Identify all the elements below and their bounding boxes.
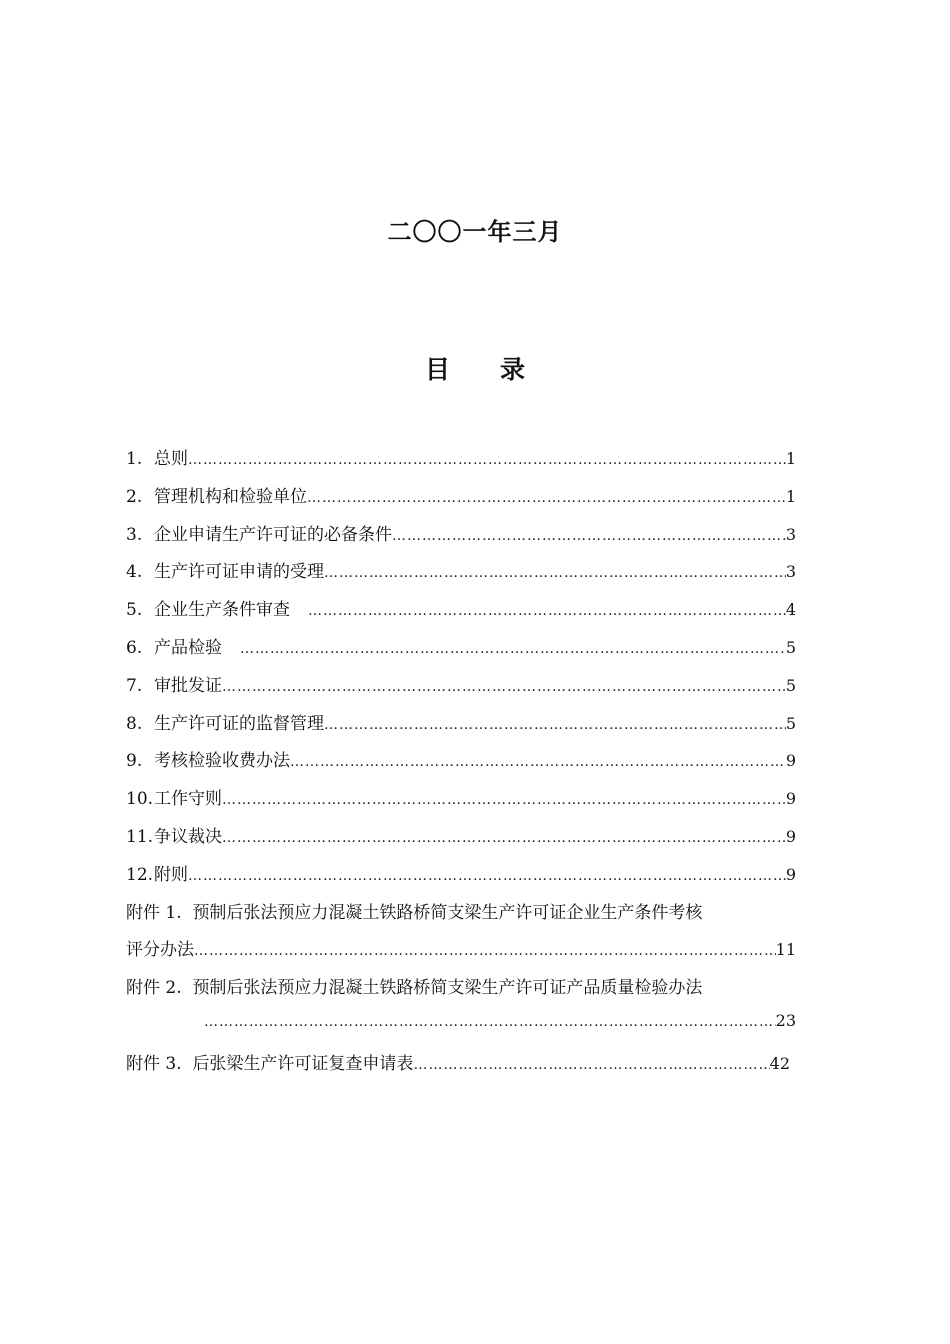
toc-entry[interactable]	[126, 671, 796, 709]
toc-leader-dots	[194, 943, 776, 959]
appendix-entry-line2[interactable]	[126, 1011, 796, 1049]
toc-heading: 目录	[424, 355, 575, 384]
toc-entry-page: 5	[785, 637, 796, 657]
toc-entry-number: 10.	[126, 789, 154, 810]
toc-entry[interactable]	[126, 557, 796, 595]
toc-leader-dots	[222, 830, 786, 846]
toc-entry-page: 11	[775, 940, 796, 960]
toc-entry-number: 9.	[126, 751, 143, 772]
toc-entry[interactable]	[126, 595, 796, 633]
date-title: 二〇〇一年三月	[387, 218, 563, 246]
toc-entry-title: 产品检验	[154, 637, 222, 658]
toc-leader-dots	[204, 1014, 776, 1030]
appendix-title-continued: 评分办法	[126, 940, 194, 961]
toc-leader-dots	[307, 490, 786, 506]
toc-entry-page: 5	[785, 713, 796, 733]
toc-entry-title: 管理机构和检验单位	[154, 486, 307, 507]
toc-entry-title: 生产许可证的监督管理	[154, 713, 324, 734]
toc-entry-page: 23	[775, 1010, 796, 1030]
toc-entry-number: 2.	[126, 486, 143, 507]
toc-entry[interactable]	[126, 633, 796, 671]
toc-entry-title: 企业生产条件审查	[154, 600, 290, 621]
toc-entry[interactable]	[126, 860, 796, 898]
toc-entry-number: 3.	[126, 524, 143, 545]
toc-leader-dots	[324, 565, 786, 581]
toc-leader-dots	[290, 754, 786, 770]
toc-entry-page: 3	[785, 562, 796, 582]
table-of-contents	[126, 444, 796, 1087]
appendix-entry[interactable]	[126, 1049, 790, 1087]
toc-entry[interactable]	[126, 520, 796, 558]
toc-leader-dots	[188, 868, 786, 884]
toc-entry-number: 5.	[126, 600, 143, 621]
toc-entry-title: 审批发证	[154, 675, 222, 696]
toc-entry-title: 生产许可证申请的受理	[154, 562, 324, 583]
toc-leader-dots	[392, 528, 786, 544]
toc-entry[interactable]	[126, 709, 796, 747]
appendix-label: 附件 3.	[126, 1053, 182, 1074]
toc-entry-number: 1.	[126, 449, 143, 469]
toc-entry-number: 11.	[126, 826, 154, 847]
toc-entry-page: 9	[785, 826, 796, 846]
toc-entry-page: 1	[785, 486, 796, 506]
toc-entry-page: 1	[785, 449, 796, 468]
toc-entry[interactable]	[126, 444, 796, 482]
toc-entry-page: 9	[785, 864, 796, 884]
toc-entry-title: 附则	[154, 864, 188, 885]
toc-entry-title: 争议裁决	[154, 826, 222, 847]
appendix-title: 预制后张法预应力混凝土铁路桥简支梁生产许可证产品质量检验办法	[192, 978, 703, 999]
toc-entry-title: 考核检验收费办法	[154, 751, 290, 772]
toc-entry-page: 4	[785, 600, 796, 620]
toc-entry-number: 7.	[126, 675, 143, 696]
toc-entry[interactable]	[126, 746, 796, 784]
toc-entry-page: 9	[785, 751, 796, 771]
appendix-entry-line1[interactable]	[126, 973, 796, 1011]
appendix-entry-line2[interactable]	[126, 935, 796, 973]
appendix-label: 附件 1.	[126, 902, 182, 923]
toc-leader-dots	[324, 717, 786, 733]
toc-entry-title: 企业申请生产许可证的必备条件	[154, 524, 392, 545]
toc-leader-dots	[413, 1057, 769, 1073]
toc-leader-dots	[222, 679, 786, 695]
toc-entry-number: 4.	[126, 562, 143, 583]
toc-leader-dots	[222, 792, 786, 808]
toc-leader-dots	[240, 641, 786, 657]
toc-entry-title: 总则	[154, 449, 188, 469]
toc-leader-dots	[308, 603, 786, 619]
toc-entry[interactable]	[126, 822, 796, 860]
appendix-label: 附件 2.	[126, 978, 182, 999]
toc-entry-page: 42	[769, 1053, 790, 1073]
toc-entry-page: 3	[785, 524, 796, 544]
toc-entry-number: 6.	[126, 637, 143, 658]
toc-entry-title: 工作守则	[154, 789, 222, 810]
toc-entry-number: 12.	[126, 864, 154, 885]
appendix-title: 后张梁生产许可证复查申请表	[192, 1053, 414, 1074]
toc-leader-dots	[188, 452, 786, 468]
toc-entry-number: 8.	[126, 713, 143, 734]
appendix-entry-line1[interactable]	[126, 898, 796, 936]
toc-entry-page: 5	[785, 675, 796, 695]
appendix-title: 预制后张法预应力混凝土铁路桥简支梁生产许可证企业生产条件考核	[192, 902, 703, 923]
toc-entry-page: 9	[785, 789, 796, 809]
toc-entry[interactable]	[126, 482, 796, 520]
toc-entry[interactable]	[126, 784, 796, 822]
